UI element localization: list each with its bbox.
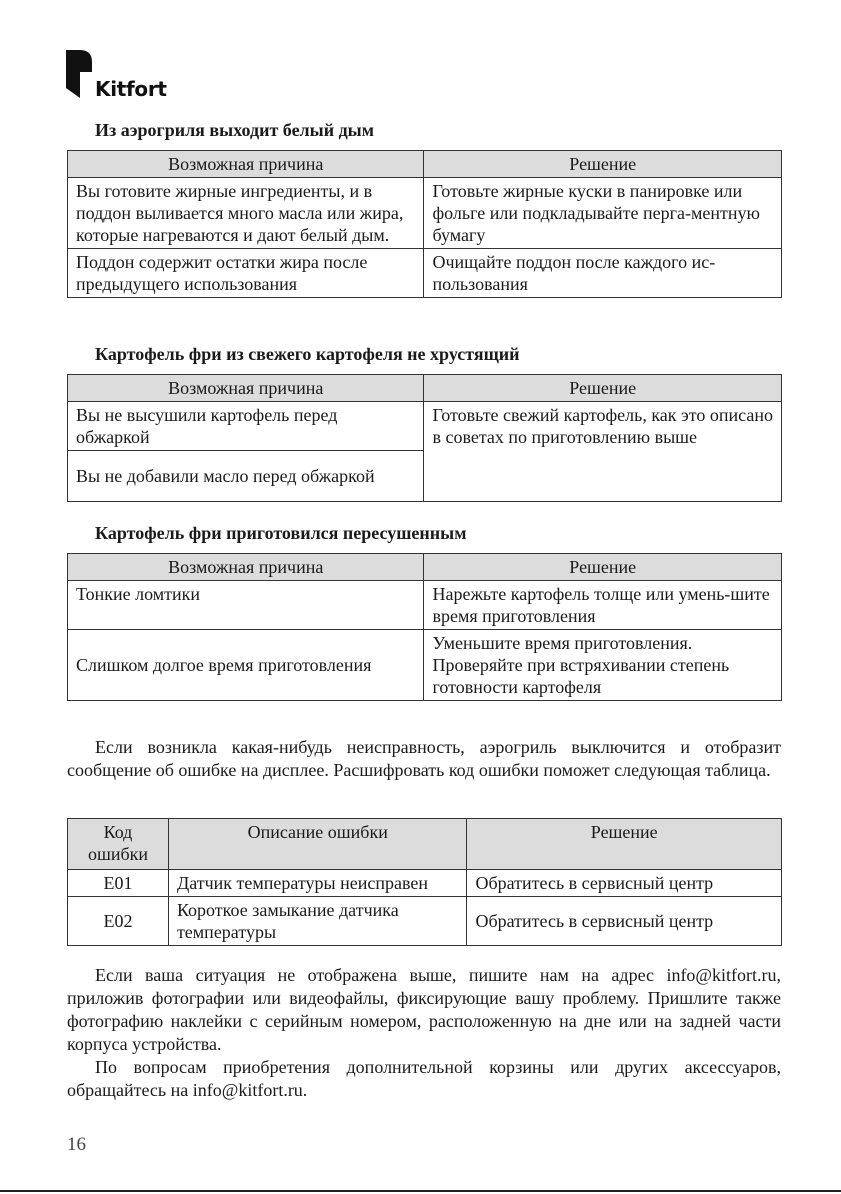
cause-cell: Поддон содержит остатки жира после предыдущего использования (68, 249, 424, 298)
solution-cell: Нарежьте картофель толще или умень-шите время приготовления (424, 581, 782, 630)
table-row (68, 897, 782, 946)
intro-paragraph: Если возникла какая-нибудь неисправность, аэрогриль выключится и отобразит сообщение об ошибке на дисплее. Расшифровать код ошибки поможет следующая таблица. (67, 737, 781, 780)
troubleshoot-table-overdried (67, 553, 782, 701)
error-description-cell: Короткое замыкание датчика температуры (168, 897, 467, 946)
column-header-solution: Решение (424, 375, 782, 402)
column-header-cause: Возможная причина (68, 151, 424, 178)
cause-cell: Вы не добавили масло перед обжаркой (68, 451, 424, 502)
error-code-cell: E02 (68, 897, 169, 946)
table-row (68, 178, 782, 249)
section-title-not-crispy: Картофель фри из свежего картофеля не хрустящий (95, 344, 520, 364)
column-header-cause: Возможная причина (68, 554, 424, 581)
kitfort-logo-icon (66, 50, 92, 98)
cause-cell: Тонкие ломтики (68, 581, 424, 630)
error-solution-cell: Обратитесь в сервисный центр (467, 897, 782, 946)
accessories-paragraph: По вопросам приобретения дополнительной корзины или других аксессуаров, обращайтесь на info@kitfort.ru. (67, 1057, 781, 1100)
table-row (68, 402, 782, 451)
cause-cell: Вы не высушили картофель перед обжаркой (68, 402, 424, 451)
error-code-table (67, 818, 782, 946)
cause-cell: Слишком долгое время приготовления (68, 630, 424, 701)
column-header-description: Описание ошибки (168, 819, 467, 870)
section-title-white-smoke: Из аэрогриля выходит белый дым (95, 120, 374, 140)
troubleshoot-table-smoke (67, 150, 782, 298)
solution-cell: Готовьте свежий картофель, как это описано в советах по приготовлению выше (424, 402, 782, 502)
error-code-cell: E01 (68, 870, 169, 897)
column-header-cause: Возможная причина (68, 375, 424, 402)
kitfort-logo (66, 50, 176, 100)
table-row (68, 870, 782, 897)
solution-cell: Готовьте жирные куски в панировке или фольге или подкладывайте перга-ментную бумагу (424, 178, 782, 249)
column-header-solution: Решение (467, 819, 782, 870)
solution-cell: Уменьшите время приготовления. Проверяйте при встряхивании степень готовности картофеля (424, 630, 782, 701)
column-header-solution: Решение (424, 151, 782, 178)
column-header-solution: Решение (424, 554, 782, 581)
error-solution-cell: Обратитесь в сервисный центр (467, 870, 782, 897)
contact-paragraph: Если ваша ситуация не отображена выше, пишите нам на адрес info@kitfort.ru, приложив фотографии или видеофайлы, фиксирующие вашу проблему. Пришлите также фотографию наклейки с серийным номером, расположенную на дне или на задней части корпуса устройства. (67, 965, 781, 1054)
section-title-overdried: Картофель фри приготовился пересушенным (95, 523, 467, 543)
table-row (68, 581, 782, 630)
column-header-code: Код ошибки (68, 819, 169, 870)
bottom-rule (0, 1190, 841, 1192)
page-number: 16 (67, 1134, 86, 1155)
cause-cell: Вы готовите жирные ингредиенты, и в поддон выливается много масла или жира, которые нагреваются и дают белый дым. (68, 178, 424, 249)
table-row (68, 249, 782, 298)
error-description-cell: Датчик температуры неисправен (168, 870, 467, 897)
table-row (68, 630, 782, 701)
solution-cell: Очищайте поддон после каждого ис-пользования (424, 249, 782, 298)
brand-name: Kitfort (95, 77, 167, 101)
troubleshoot-table-crispy (67, 374, 782, 502)
